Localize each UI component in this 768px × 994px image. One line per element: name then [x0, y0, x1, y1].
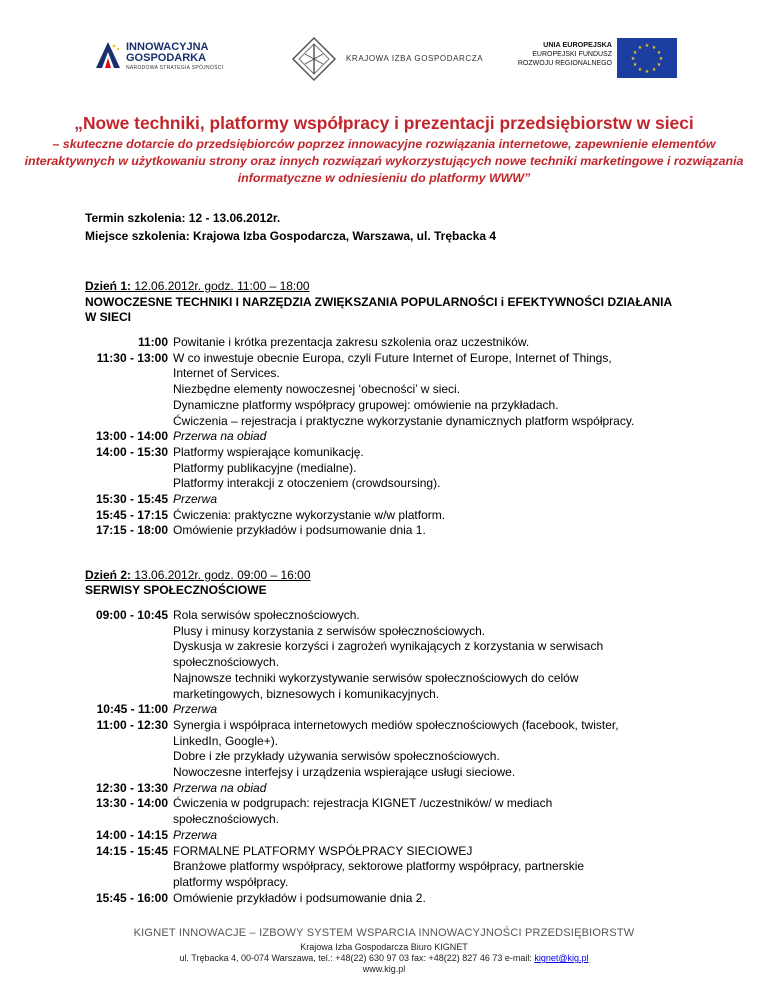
schedule-row: [85, 891, 725, 907]
schedule-row: [85, 445, 725, 461]
kig-logo: [291, 36, 484, 86]
schedule-row: [85, 718, 725, 734]
schedule-activity: Omówienie przykładów i podsumowanie dnia 2.: [173, 890, 426, 905]
schedule-row: [85, 608, 725, 624]
schedule-time: 15:45 - 17:15: [95, 507, 168, 522]
schedule-row: [85, 844, 725, 860]
schedule-activity: Platformy publikacyjne (medialne).: [173, 460, 357, 475]
schedule-row: [85, 461, 725, 477]
svg-text:★: ★: [637, 67, 643, 73]
logo-bar: [0, 34, 768, 90]
schedule-activity: Powitanie i krótka prezentacja zakresu szkolenia oraz uczestników.: [173, 335, 530, 349]
schedule-row: [85, 335, 725, 351]
schedule-activity: marketingowych, biznesowych i komunikacyjnych.: [173, 686, 440, 701]
ig-subtitle: NARODOWA STRATEGIA SPÓJNOŚCI: [126, 65, 224, 71]
document-title: „Nowe techniki, platformy współpracy i prezentacji przedsiębiorstw w sieci: [74, 113, 694, 133]
day1-header: [85, 279, 310, 294]
schedule-activity: Przerwa: [173, 827, 218, 842]
footer-email-link[interactable]: kignet@kig.pl: [534, 953, 589, 963]
svg-text:★: ★: [644, 43, 650, 49]
schedule-activity: społecznościowych.: [173, 812, 280, 827]
schedule-activity: Synergia i współpraca internetowych mediów społecznościowych (facebook, twister,: [173, 717, 619, 732]
schedule-time: [85, 812, 173, 828]
svg-text:★: ★: [644, 69, 650, 75]
schedule-row: [85, 639, 725, 655]
schedule-time: 12:30 - 13:30: [95, 780, 168, 795]
eu-line1: UNIA EUROPEJSKA: [543, 40, 612, 49]
schedule-row: [85, 476, 725, 492]
schedule-activity: Dobre i złe przykłady używania serwisów społecznościowych.: [173, 749, 500, 764]
schedule-row: [85, 828, 725, 844]
schedule-time: [85, 734, 173, 750]
schedule-time: [85, 414, 173, 430]
schedule-activity: Przerwa: [173, 702, 218, 717]
document-subtitle: – skuteczne dotarcie do przedsiębiorców poprzez innowacyjne rozwiązania internetowe, zapewnienie elementów interaktywnych w użytkowaniu strony oraz innych rozwiązań wykorzystujących nowe techniki marketingowe i rozwiązania informatyczne w odniesieniu do platformy WWW”: [24, 137, 744, 185]
schedule-activity: Omówienie przykładów i podsumowanie dnia 1.: [173, 523, 426, 538]
schedule-time: [85, 749, 173, 765]
schedule-activity: LinkedIn, Google+).: [173, 733, 279, 748]
schedule-time: [85, 382, 173, 398]
eu-line2: EUROPEJSKI FUNDUSZ: [532, 51, 612, 58]
svg-text:★: ★: [637, 45, 643, 51]
footer-title: KIGNET INNOWACJE – IZBOWY SYSTEM WSPARCIA INNOWACYJNOŚCI PRZEDSIĘBIORSTW: [133, 927, 635, 939]
schedule-time: [85, 366, 173, 382]
schedule-row: [85, 414, 725, 430]
schedule-row: [85, 687, 725, 703]
schedule-time: 15:45 - 16:00: [95, 890, 168, 905]
svg-text:★: ★: [630, 56, 636, 62]
day1-date: 12.06.2012r. godz. 11:00 – 18:00: [131, 279, 310, 293]
schedule-time: 13:30 - 14:00: [95, 796, 168, 811]
schedule-row: [85, 655, 725, 671]
schedule-row: [85, 624, 725, 640]
day1-label: Dzień 1:: [85, 279, 132, 293]
schedule-time: 10:45 - 11:00: [96, 702, 168, 717]
schedule-row: [85, 429, 725, 445]
schedule-time: [85, 655, 173, 671]
schedule-time: [85, 476, 173, 492]
schedule-activity: Ćwiczenia w podgrupach: rejestracja KIGNET /uczestników/ w mediach: [173, 796, 553, 811]
schedule-row: [85, 812, 725, 828]
innowacyjna-gospodarka-logo: [94, 40, 264, 84]
day1-heading-cont: W SIECI: [85, 310, 132, 324]
ig-line1: INNOWACYJNA: [126, 41, 209, 53]
schedule-row: [85, 382, 725, 398]
schedule-row: [85, 366, 725, 382]
kig-emblem-icon: [291, 36, 337, 82]
footer-org: Krajowa Izba Gospodarcza Biuro KIGNET: [300, 942, 468, 952]
footer-address: ul. Trębacka 4, 00-074 Warszawa, tel.: +48(22) 630 97 03 fax: +48(22) 827 46 73 e-mail:: [179, 953, 535, 963]
training-place: Miejsce szkolenia: Krajowa Izba Gospodarcza, Warszawa, ul. Trębacka 4: [85, 229, 497, 243]
schedule-activity: Branżowe platformy współpracy, sektorowe platformy współpracy, partnerskie: [173, 859, 585, 874]
schedule-time: 17:15 - 18:00: [95, 523, 168, 538]
schedule-time: 14:00 - 15:30: [95, 444, 168, 459]
schedule-row: [85, 351, 725, 367]
schedule-activity: społecznościowych.: [173, 655, 280, 670]
schedule-time: [85, 639, 173, 655]
schedule-row: [85, 492, 725, 508]
ig-line2: GOSPODARKA: [126, 52, 207, 64]
svg-text:★: ★: [632, 62, 638, 68]
day1-schedule: [85, 335, 725, 539]
eu-logo: [512, 40, 678, 86]
schedule-time: 14:15 - 15:45: [95, 843, 168, 858]
schedule-row: [85, 671, 725, 687]
schedule-activity: Plusy i minusy korzystania z serwisów społecznościowych.: [173, 623, 486, 638]
training-term: Termin szkolenia: 12 - 13.06.2012r.: [85, 211, 281, 225]
schedule-time: 15:30 - 15:45: [95, 492, 168, 507]
schedule-activity: Rola serwisów społecznościowych.: [173, 608, 360, 622]
schedule-row: [85, 508, 725, 524]
schedule-activity: Przerwa na obiad: [173, 780, 267, 795]
schedule-time: 14:00 - 14:15: [95, 827, 168, 842]
schedule-time: 11:00: [137, 335, 168, 349]
eu-line3: ROZWOJU REGIONALNEGO: [517, 60, 612, 67]
ig-title: [126, 42, 209, 64]
schedule-activity: Przerwa: [173, 492, 218, 507]
day1-heading: NOWOCZESNE TECHNIKI I NARZĘDZIA ZWIĘKSZANIA POPULARNOŚCI i EFEKTYWNOŚCI DZIAŁANIA: [85, 295, 673, 309]
schedule-row: [85, 523, 725, 539]
schedule-row: [85, 734, 725, 750]
schedule-row: [85, 765, 725, 781]
footer-contact: [0, 953, 768, 963]
schedule-row: [85, 398, 725, 414]
day2-heading: SERWISY SPOŁECZNOŚCIOWE: [85, 583, 267, 597]
schedule-row: [85, 796, 725, 812]
schedule-time: [85, 461, 173, 477]
schedule-time: [85, 765, 173, 781]
schedule-activity: Niezbędne elementy nowoczesnej ‘obecności’ w sieci.: [173, 382, 461, 397]
schedule-activity: Przerwa na obiad: [173, 429, 267, 444]
svg-text:★: ★: [656, 62, 662, 68]
footer-web[interactable]: www.kig.pl: [362, 964, 406, 974]
schedule-activity: Platformy interakcji z otoczeniem (crowdsoursing).: [173, 476, 441, 491]
schedule-activity: Ćwiczenia: praktyczne wykorzystanie w/w platform.: [173, 507, 446, 522]
schedule-time: 13:00 - 14:00: [95, 429, 168, 444]
schedule-row: [85, 749, 725, 765]
svg-text:★: ★: [658, 56, 664, 62]
schedule-activity: platformy współpracy.: [173, 874, 289, 889]
schedule-time: 09:00 - 10:45: [95, 608, 168, 622]
schedule-activity: W co inwestuje obecnie Europa, czyli Future Internet of Europe, Internet of Things,: [173, 350, 612, 365]
schedule-activity: Platformy wspierające komunikację.: [173, 444, 364, 459]
schedule-row: [85, 875, 725, 891]
eu-text: [512, 40, 612, 68]
schedule-time: [85, 398, 173, 414]
schedule-time: 11:30 - 13:00: [96, 350, 168, 365]
schedule-activity: Internet of Services.: [173, 366, 280, 381]
schedule-row: [85, 702, 725, 718]
schedule-time: [85, 875, 173, 891]
schedule-row: [85, 859, 725, 875]
schedule-activity: Dynamiczne platformy współpracy grupowej: omówienie na przykładach.: [173, 397, 559, 412]
eu-flag-icon: [617, 38, 677, 78]
schedule-row: [85, 781, 725, 797]
schedule-time: [85, 671, 173, 687]
schedule-activity: Ćwiczenia – rejestracja i praktyczne wykorzystanie dynamicznych platform współpracy.: [173, 413, 635, 428]
svg-text:★: ★: [651, 67, 657, 73]
schedule-time: [85, 687, 173, 703]
schedule-time: [85, 859, 173, 875]
day2-header: [85, 568, 311, 583]
svg-text:★: ★: [656, 50, 662, 56]
schedule-activity: Dyskusja w zakresie korzyści i zagrożeń wynikających z korzystania w serwisach: [173, 639, 604, 654]
schedule-activity: Najnowsze techniki wykorzystywanie serwisów społecznościowych do celów: [173, 670, 579, 685]
day2-schedule: [85, 608, 725, 906]
ig-flag-icon: [94, 40, 122, 70]
schedule-time: [85, 624, 173, 640]
svg-text:★: ★: [632, 50, 638, 56]
kig-name: KRAJOWA IZBA GOSPODARCZA: [346, 54, 484, 63]
schedule-time: 11:00 - 12:30: [96, 717, 168, 732]
schedule-activity: FORMALNE PLATFORMY WSPÓŁPRACY SIECIOWEJ: [173, 843, 473, 858]
day2-label: Dzień 2:: [85, 568, 132, 582]
svg-text:★: ★: [651, 45, 657, 51]
day2-date: 13.06.2012r. godz. 09:00 – 16:00: [131, 568, 311, 582]
schedule-activity: Nowoczesne interfejsy i urządzenia wspierające usługi sieciowe.: [173, 765, 516, 780]
